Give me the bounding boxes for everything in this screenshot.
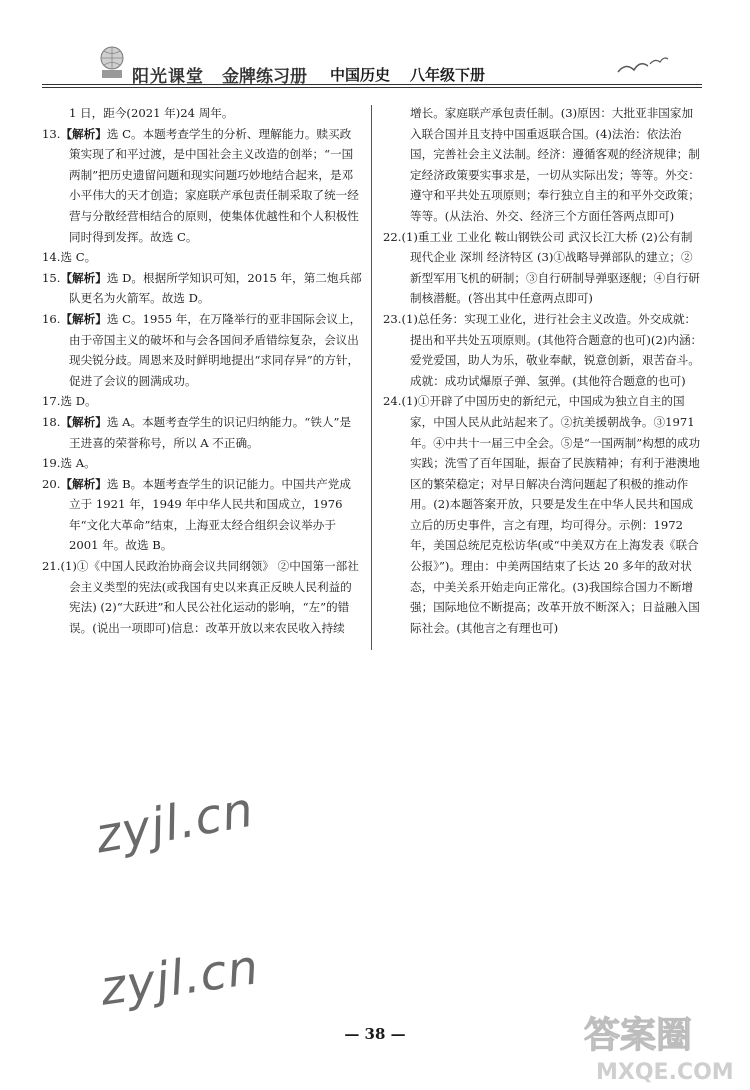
answer-item bbox=[42, 412, 362, 453]
question-number: 20. bbox=[42, 476, 61, 491]
question-number: 23. bbox=[383, 311, 402, 326]
answer-text: 选 A。 bbox=[60, 456, 96, 471]
site-stamp-logo bbox=[574, 1005, 744, 1085]
header-rule-secondary bbox=[42, 87, 702, 88]
answer-text: 1 日，距今(2021 年)24 周年。 bbox=[69, 106, 234, 120]
page-number: — 38 — bbox=[344, 1025, 406, 1043]
question-number: 15. bbox=[42, 270, 61, 285]
answer-item bbox=[42, 453, 362, 474]
watermark-text: zyjl.cn bbox=[96, 939, 263, 1017]
globe-logo-icon bbox=[92, 42, 132, 82]
answer-item bbox=[42, 556, 362, 638]
stamp-top-text: 答案圈 bbox=[584, 1015, 693, 1056]
answer-item bbox=[383, 309, 703, 391]
analysis-tag: 【解析】 bbox=[60, 270, 107, 285]
analysis-tag: 【解析】 bbox=[60, 414, 107, 429]
page-header bbox=[42, 40, 702, 96]
birds-icon bbox=[610, 52, 670, 82]
answer-item bbox=[383, 227, 703, 309]
question-number: 17. bbox=[42, 394, 61, 409]
answer-text: (1)总任务：实现工业化，进行社会主义改造。外交成就：提出和平共处五项原则。(其他符合题意的也可)(2)内涵：爱党爱国，助人为乐，敬业奉献，锐意创新，艰苦奋斗。成就：成功试爆原子弹、氢弹。(其他符合题意的也可) bbox=[401, 311, 703, 388]
answer-item bbox=[42, 268, 362, 309]
answer-item bbox=[42, 124, 362, 248]
answer-text: 增长。家庭联产承包责任制。(3)原因：大批亚非国家加入联合国并且支持中国重返联合国。(4)法治：依法治国，完善社会主义法制。经济：遵循客观的经济规律；制定经济政策要实事求是，一切从实际出发；等等。外交：遵守和平共处五项原则；奉行独立自主的和平外交政策；等等。(从法治、外交、经济三个方面任答两点即可) bbox=[410, 106, 700, 223]
answer-text: 选 C。本题考查学生的分析、理解能力。赎买政策实现了和平过渡，是中国社会主义改造的创举；“一国两制”把历史遗留问题和现实问题巧妙地结合起来，是邓小平伟大的天才创造；家庭联产承包责任制采取了统一经营与分散经营相结合的原则，使集体优越性和个人积极性同时得到发挥。故选 C。 bbox=[69, 126, 359, 244]
answer-item bbox=[42, 309, 362, 391]
question-number: 19. bbox=[42, 456, 61, 471]
answer-text: 选 D。根据所学知识可知，2015 年，第二炮兵部队更名为火箭军。故选 D。 bbox=[69, 270, 362, 306]
answer-text: 选 C。1955 年，在万隆举行的亚非国际会议上，由于帝国主义的破坏和与会各国间矛盾错综复杂，会议出现尖锐分歧。周恩来及时鲜明地提出“求同存异”的方针，促进了会议的圆满成功。 bbox=[69, 311, 362, 388]
grade-label: 八年级下册 bbox=[410, 66, 486, 84]
question-number: 13. bbox=[42, 126, 61, 141]
answer-text: 选 D。 bbox=[60, 394, 97, 409]
answer-text: 选 B。本题考查学生的识记能力。中国共产党成立于 1921 年，1949 年中华人民共和国成立，1976 年“文化大革命”结束，上海亚太经合组织会议举办于 2001 年。故选 B。 bbox=[69, 476, 351, 553]
answer-text: (1)①开辟了中国历史的新纪元，中国成为独立自主的国家，中国人民从此站起来了。②抗美援朝战争。③1971年。④中共十一届三中全会。⑤是“一国两制”构想的成功实践；洗雪了百年国耻，振奋了民族精神；有利于港澳地区的繁荣稳定；对早日解决台湾问题起了积极的推动作用。(2)本题答案开放，只要是发生在中华人民共和国成立后的历史事件，言之有理，均可得分。示例：1972 年，美国总统尼克松访华(或“中美双方在上海发表《联合公报》”)。理由：中美两国结束了长达 20 多年的敌对状态，中美关系开始走向正常化。(3)我国综合国力不断增强；国际地位不断提高；改革开放不断深入；日益融入国际社会。(其他言之有理也可) bbox=[401, 394, 701, 635]
stamp-bottom-text: MXQE.COM bbox=[596, 1060, 734, 1085]
question-number: 21. bbox=[42, 559, 61, 574]
answer-text: (1)①《中国人民政治协商会议共同纲领》 ②中国第一部社会主义类型的宪法(或我国有史以来真正反映人民利益的宪法) (2)“大跃进”和人民公社化运动的影响，“左”的错误。(说出一项即可)信息：改革开放以来农民收入持续 bbox=[60, 559, 359, 635]
series-title: 金牌练习册 bbox=[222, 67, 307, 87]
analysis-tag: 【解析】 bbox=[60, 126, 107, 141]
question-number: 18. bbox=[42, 414, 61, 429]
brand-title: 阳光课堂 bbox=[132, 67, 204, 87]
answer-item bbox=[42, 391, 362, 412]
question-number: 24. bbox=[383, 394, 402, 409]
answer-item bbox=[383, 103, 703, 227]
question-number: 16. bbox=[42, 311, 61, 326]
answer-text: (1)重工业 工业化 鞍山钢铁公司 武汉长江大桥 (2)公有制 现代企业 深圳 经济特区 (3)①战略导弹部队的建立；②新型军用飞机的研制；③自行研制导弹驱逐舰；④自行研制核潜艇。(答出其中任意两点即可) bbox=[401, 229, 700, 306]
analysis-tag: 【解析】 bbox=[60, 476, 107, 491]
header-rule bbox=[42, 84, 702, 85]
analysis-tag: 【解析】 bbox=[60, 311, 107, 326]
answer-item bbox=[42, 103, 362, 124]
watermark-text: zyjl.cn bbox=[91, 781, 258, 865]
answer-item bbox=[383, 391, 703, 638]
column-divider bbox=[371, 105, 372, 650]
answer-text: 选 C。 bbox=[60, 250, 97, 265]
right-column bbox=[383, 103, 703, 638]
question-number: 22. bbox=[383, 229, 402, 244]
question-number: 14. bbox=[42, 250, 61, 265]
answer-item bbox=[42, 247, 362, 268]
left-column bbox=[42, 103, 362, 638]
subject-label: 中国历史 bbox=[330, 66, 391, 84]
answer-text: 选 A。本题考查学生的识记归纳能力。“铁人”是王进喜的荣誉称号，所以 A 不正确。 bbox=[69, 414, 352, 450]
answer-item bbox=[42, 474, 362, 556]
